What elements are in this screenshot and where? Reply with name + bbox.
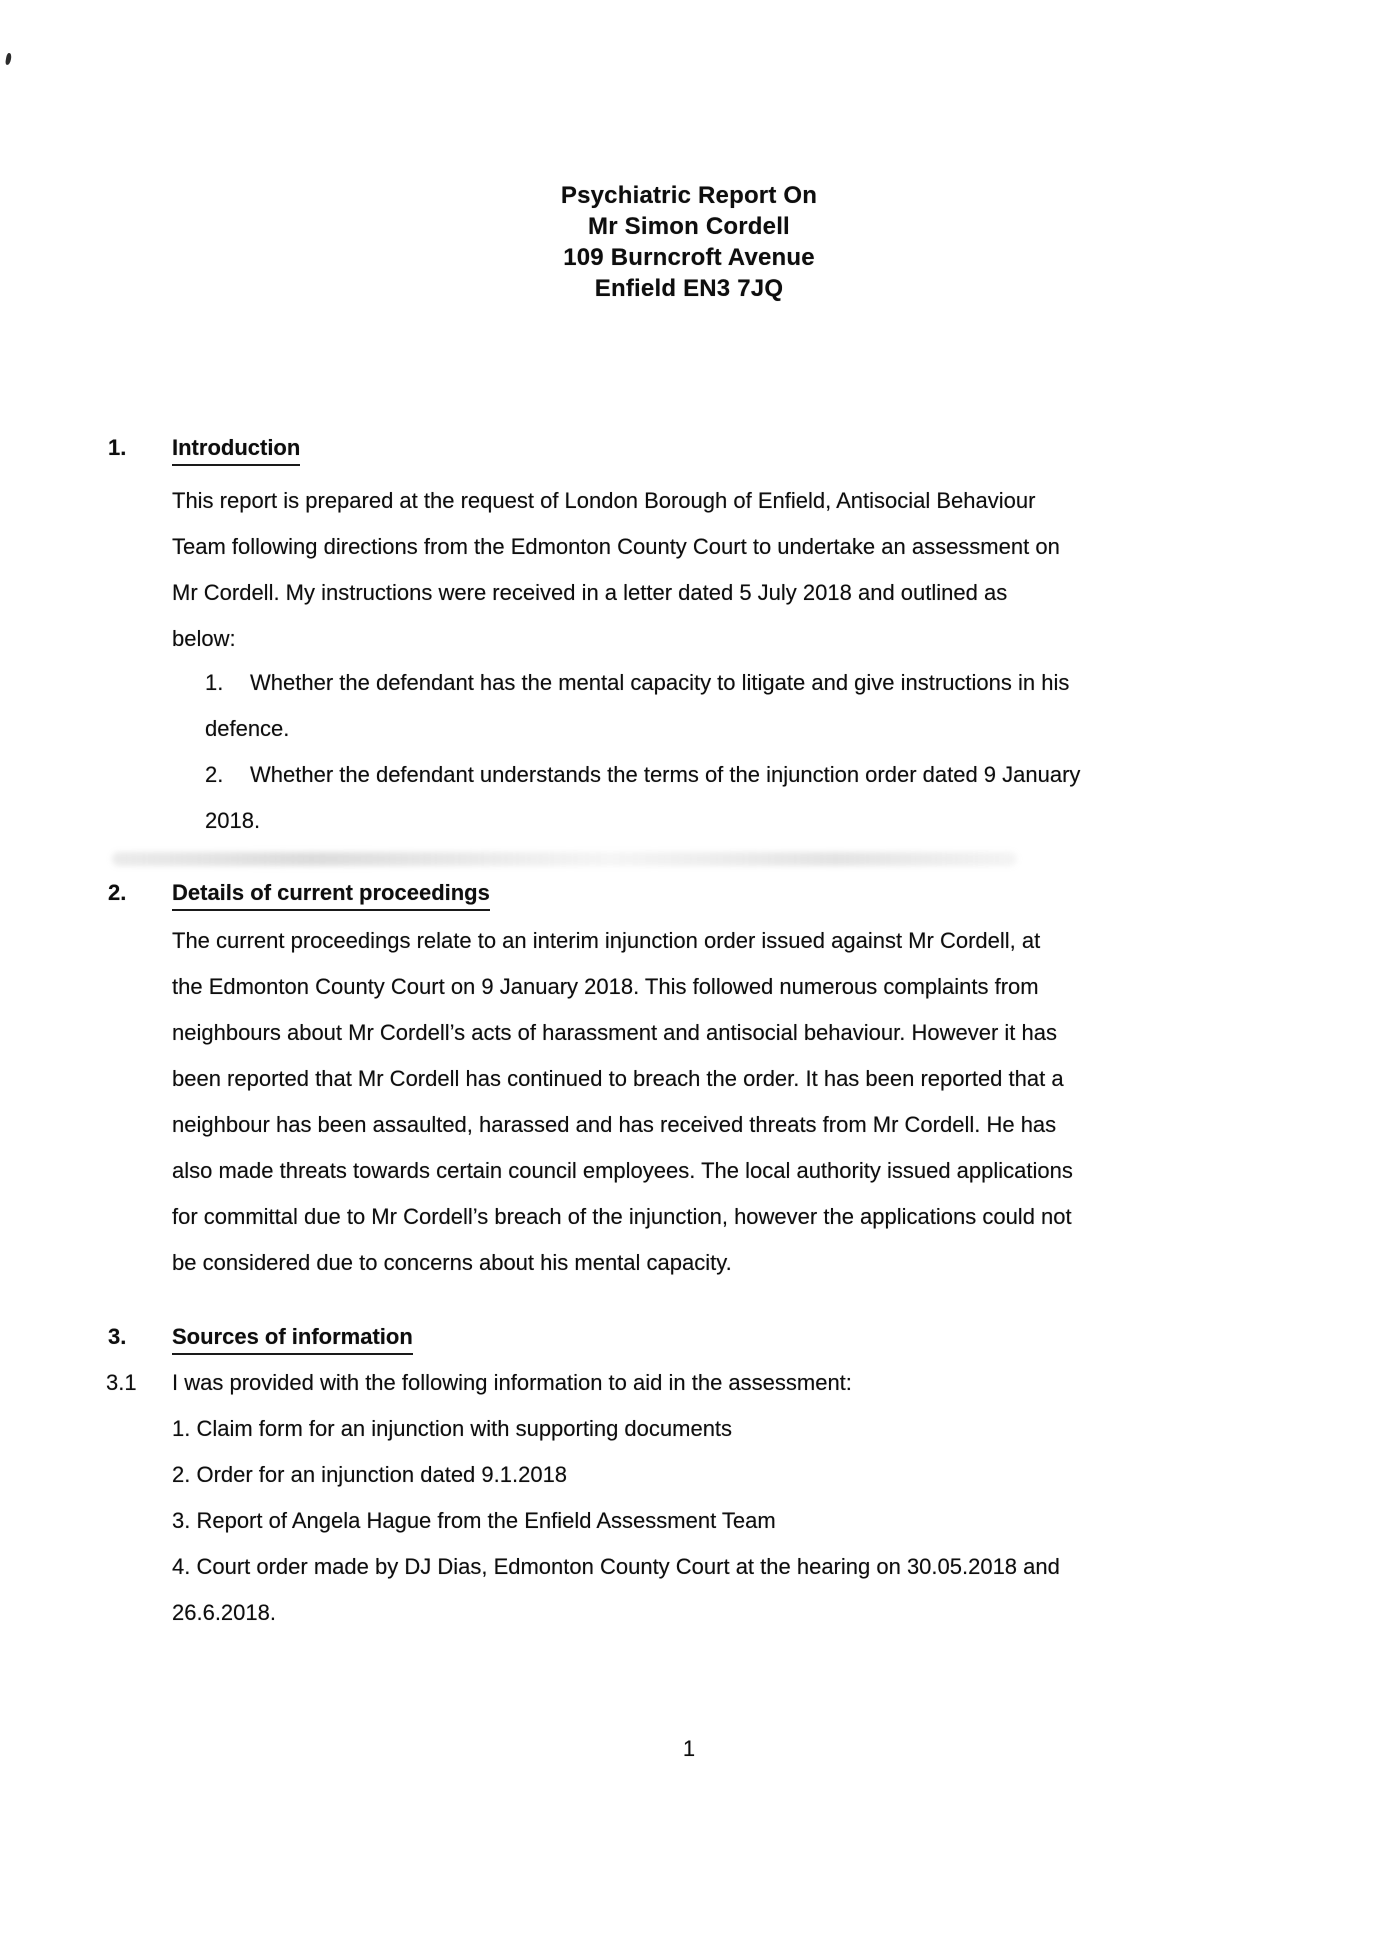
instruction-item-1 [205, 660, 1069, 752]
scan-speck-artifact [5, 53, 12, 66]
source-line: 3. Report of Angela Hague from the Enfield Assessment Team [172, 1508, 776, 1533]
scan-smudge-artifact [112, 852, 1017, 866]
text-line: Team following directions from the Edmonton County Court to undertake an assessment on [172, 534, 1060, 559]
text-line: 2018. [205, 808, 261, 833]
source-line: 1. Claim form for an injunction with supporting documents [172, 1416, 733, 1441]
section-1-paragraph [172, 478, 1060, 662]
list-item-number: 1. [205, 670, 224, 695]
text-line: below: [172, 626, 236, 651]
section-3-number: 3. [108, 1324, 127, 1349]
text-line: Mr Cordell. My instructions were received in a letter dated 5 July 2018 and outlined as [172, 580, 1008, 605]
list-item-text: Whether the defendant understands the terms of the injunction order dated 9 January [250, 762, 1081, 787]
text-line: The current proceedings relate to an interim injunction order issued against Mr Cordell, at [172, 928, 1041, 953]
text-line: neighbours about Mr Cordell’s acts of harassment and antisocial behaviour. However it has [172, 1020, 1057, 1045]
report-title-line: 109 Burncroft Avenue [563, 244, 815, 271]
sources-list [172, 1406, 1060, 1636]
text-line [205, 752, 1080, 798]
text-line: the Edmonton County Court on 9 January 2018. This followed numerous complaints from [172, 974, 1039, 999]
list-item-number: 2. [205, 762, 224, 787]
source-line: 2. Order for an injunction dated 9.1.2018 [172, 1462, 568, 1487]
report-title-line: Mr Simon Cordell [588, 213, 790, 240]
text-line: also made threats towards certain council employees. The local authority issued applications [172, 1158, 1073, 1183]
text-line: This report is prepared at the request of London Borough of Enfield, Antisocial Behaviour [172, 488, 1036, 513]
text-line: defence. [205, 716, 290, 741]
section-2-title: Details of current proceedings [172, 880, 490, 911]
report-title-line: Enfield EN3 7JQ [594, 275, 784, 302]
section-1-title: Introduction [172, 435, 300, 466]
list-item-text: Whether the defendant has the mental capacity to litigate and give instructions in his [250, 670, 1070, 695]
report-title [0, 180, 1378, 304]
report-title-line: Psychiatric Report On [560, 182, 818, 209]
source-line: 26.6.2018. [172, 1600, 276, 1625]
instruction-item-2 [205, 752, 1080, 844]
text-line: been reported that Mr Cordell has continued to breach the order. It has been reported that a [172, 1066, 1064, 1091]
subsection-text: I was provided with the following information to aid in the assessment: [172, 1370, 852, 1395]
source-line: 4. Court order made by DJ Dias, Edmonton County Court at the hearing on 30.05.2018 and [172, 1554, 1060, 1579]
text-line [205, 660, 1069, 706]
text-line: neighbour has been assaulted, harassed and has received threats from Mr Cordell. He has [172, 1112, 1057, 1137]
section-3-title: Sources of information [172, 1324, 413, 1355]
subsection-number: 3.1 [106, 1370, 137, 1395]
text-line: for committal due to Mr Cordell’s breach of the injunction, however the applications could not [172, 1204, 1072, 1229]
section-1-number: 1. [108, 435, 127, 460]
text-line: be considered due to concerns about his mental capacity. [172, 1250, 732, 1275]
section-2-paragraph [172, 918, 1073, 1286]
section-2-number: 2. [108, 880, 127, 905]
page-number: 1 [682, 1736, 696, 1761]
